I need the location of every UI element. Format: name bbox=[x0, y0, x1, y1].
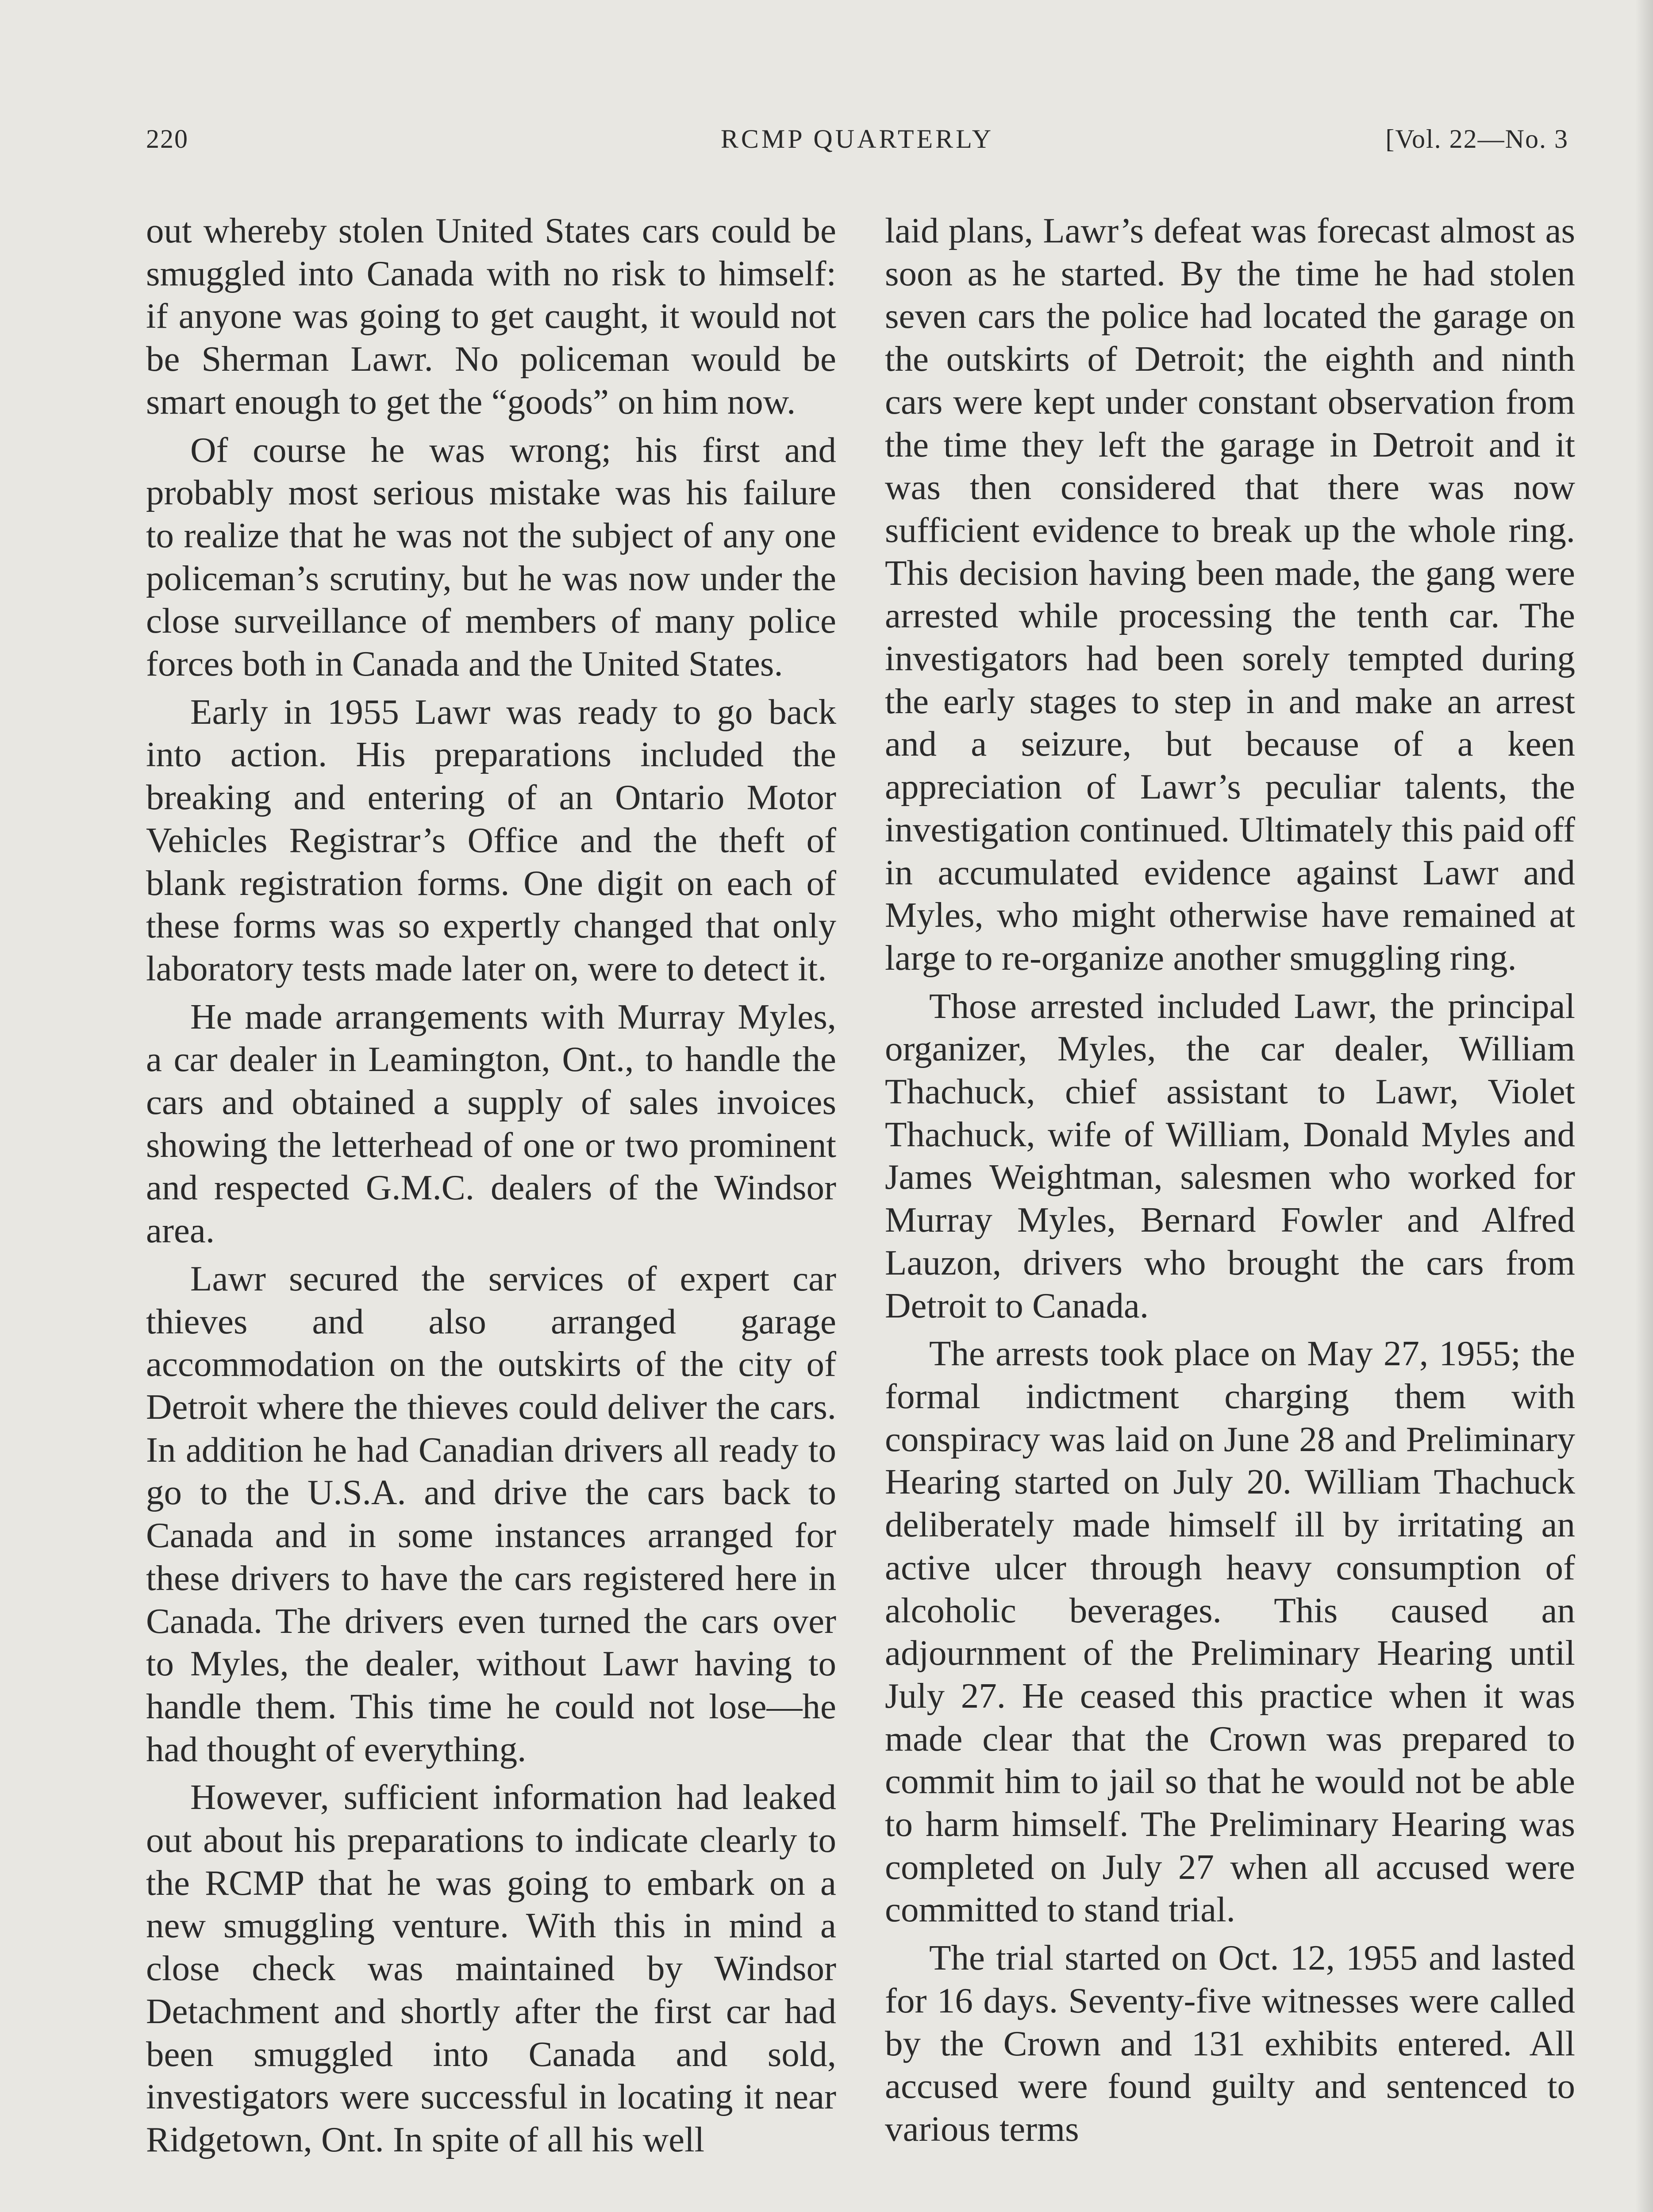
paragraph: Those arrested included Lawr, the principal organizer, Myles, the car dealer, William Thachuck, chief assistant to Lawr, Violet Thachuck, wife of William, Donald Myles and James Weightman, salesmen who worked for Murray Myles, Bernard Fowler and Alfred Lauzon, drivers who brought the cars from Detroit to Canada. bbox=[885, 986, 1575, 1325]
paragraph: out whereby stolen United States cars could be smuggled into Canada with no risk to himself: if anyone was going to get caught, it would not be Sherman Lawr. No policeman would be smart enough to get the “goods” on him now. bbox=[146, 211, 836, 422]
paragraph: The trial started on Oct. 12, 1955 and lasted for 16 days. Seventy-five witnesses were called by the Crown and 131 exhibits entered. All accused were found guilty and sentenced to various terms bbox=[885, 1938, 1575, 2149]
left-column bbox=[146, 209, 836, 2161]
running-header bbox=[146, 124, 1568, 164]
paragraph: The arrests took place on May 27, 1955; the formal indictment charging them with conspiracy was laid on June 28 and Preliminary Hearing started on July 20. William Thachuck deliberately made himself ill by irritating an active ulcer through heavy consumption of alcoholic beverages. This caused an adjournment of the Preliminary Hearing until July 27. He ceased this practice when it was made clear that the Crown was prepared to commit him to jail so that he would not be able to harm himself. The Preliminary Hearing was completed on July 27 when all accused were committed to stand trial. bbox=[885, 1333, 1575, 1930]
paragraph: Lawr secured the services of expert car thieves and also arranged garage accommodation on the outskirts of the city of Detroit where the thieves could deliver the cars. In addition he had Canadian drivers all ready to go to the U.S.A. and drive the cars back to Canada and in some instances arranged for these drivers to have the cars registered here in Canada. The drivers even turned the cars over to Myles, the dealer, without Lawr having to handle them. This time he could not lose—he had thought of everything. bbox=[146, 1258, 836, 1769]
page-edge-shadow bbox=[1635, 0, 1653, 2212]
volume-issue: [Vol. 22—No. 3 bbox=[1385, 124, 1568, 154]
paragraph: He made arrangements with Murray Myles, a car dealer in Leamington, Ont., to handle the cars and obtained a supply of sales invoices showing the letterhead of one or two prominent and respected G.M.C. dealers of the Windsor area. bbox=[146, 996, 836, 1251]
running-title: RCMP QUARTERLY bbox=[720, 124, 994, 154]
paragraph: Of course he was wrong; his first and probably most serious mistake was his failure to realize that he was not the subject of any one policeman’s scrutiny, but he was now under the close surveillance of members of many police forces both in Canada and the United States. bbox=[146, 430, 836, 684]
paragraph: Early in 1955 Lawr was ready to go back into action. His preparations included the breaking and entering of an Ontario Motor Vehicles Registrar’s Office and the theft of blank registration forms. One digit on each of these forms was so expertly changed that only laboratory tests made later on, were to detect it. bbox=[146, 691, 836, 988]
right-column bbox=[885, 209, 1575, 2151]
page-number: 220 bbox=[146, 124, 188, 154]
paragraph: laid plans, Lawr’s defeat was forecast almost as soon as he started. By the time he had stolen seven cars the police had located the garage on the outskirts of Detroit; the eighth and ninth cars were kept under constant observation from the time they left the garage in Detroit and it was then considered that there was now sufficient evidence to break up the whole ring. This decision having been made, the gang were arrested while processing the tenth car. The investigators had been sorely tempted during the early stages to step in and make an arrest and a seizure, but because of a keen appreciation of Lawr’s peculiar talents, the investigation continued. Ultimately this paid off in accumulated evidence against Lawr and Myles, who might otherwise have remained at large to re-organize another smuggling ring. bbox=[885, 211, 1575, 978]
paragraph: However, sufficient information had leaked out about his preparations to indicate clearly to the RCMP that he was going to embark on a new smuggling venture. With this in mind a close check was maintained by Windsor Detachment and shortly after the first car had been smuggled into Canada and sold, investigators were successful in locating it near Ridgetown, Ont. In spite of all his well bbox=[146, 1777, 836, 2159]
